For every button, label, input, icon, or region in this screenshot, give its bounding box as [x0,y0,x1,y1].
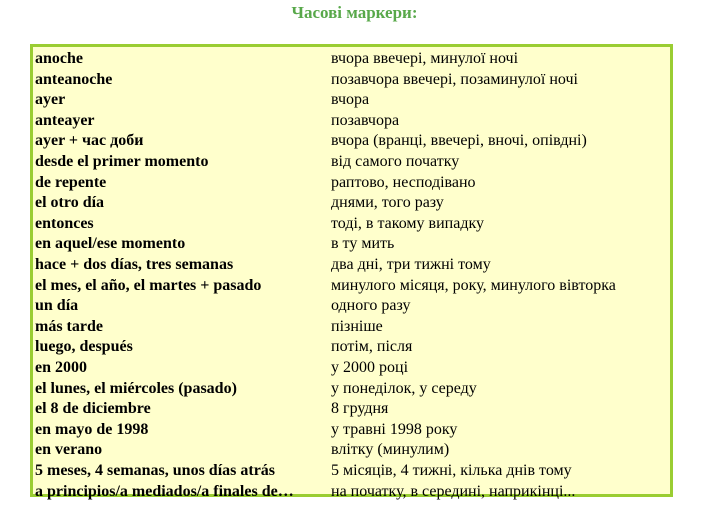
table-row [33,193,670,214]
table-row [33,461,670,482]
spanish-term: en 2000 [35,359,87,376]
spanish-term: desde el primer momento [35,153,209,170]
ukrainian-translation: позавчора ввечері, позаминулої ночі [331,70,578,88]
spanish-term: el mes, el año, el martes + pasado [35,276,262,294]
table-row [33,173,670,194]
table-row [33,49,670,70]
ukrainian-translation: у понеділок, у середу [331,379,477,397]
spanish-term: de repente [35,173,107,191]
ukrainian-translation: пізніше [331,317,383,335]
ukrainian-translation: на початку, в середині, наприкінці... [331,482,576,500]
spanish-term: más tarde [35,317,103,335]
ukrainian-translation: одного разу [331,297,411,315]
ukrainian-translation: два дні, три тижні тому [331,256,491,273]
table-row [33,482,670,503]
table-row [33,234,670,255]
table-row [33,358,670,379]
spanish-term: anoche [35,50,83,67]
ukrainian-translation: вчора [331,91,370,109]
ukrainian-translation: 5 місяців, 4 тижні, кілька днів тому [331,462,572,479]
table-row [33,317,670,338]
ukrainian-translation: від самого початку [331,153,460,170]
spanish-term: 5 meses, 4 semanas, unos días atrás [35,462,276,479]
spanish-term: anteanoche [35,70,113,88]
table-row [33,255,670,276]
table-row [33,214,670,235]
vocabulary-table [30,44,673,500]
ukrainian-translation: раптово, несподівано [331,173,476,191]
spanish-term: el lunes, el miércoles (pasado) [35,379,237,397]
ukrainian-translation: влітку (минулим) [331,441,450,459]
spanish-term: el 8 de diciembre [35,400,151,418]
ukrainian-translation: тоді, в такому випадку [331,214,484,232]
table-row [33,131,670,152]
table-row [33,440,670,461]
ukrainian-translation: в ту мить [331,235,395,253]
ukrainian-translation: вчора ввечері, минулої ночі [331,50,519,67]
table-row [33,90,670,111]
spanish-term: entonces [35,214,94,232]
table-row [33,337,670,358]
table-row [33,296,670,317]
page-title: Часові маркери: [291,3,418,22]
table-row [33,70,670,91]
ukrainian-translation: потім, після [331,338,413,356]
spanish-term: ayer [35,91,66,109]
ukrainian-translation: минулого місяця, року, минулого вівторка [331,276,616,294]
table-row [33,379,670,400]
spanish-term: el otro día [35,194,105,212]
table-row [33,420,670,441]
ukrainian-translation: у травні 1998 року [331,420,458,438]
ukrainian-translation: 8 грудня [331,400,389,418]
table-row [33,152,670,173]
spanish-term: en mayo de 1998 [35,420,149,438]
spanish-term: anteayer [35,111,95,129]
ukrainian-translation: вчора (вранці, ввечері, вночі, опівдні) [331,132,587,150]
table-row [33,276,670,297]
table-row [33,399,670,420]
table-row [33,111,670,132]
spanish-term: luego, después [35,338,133,356]
spanish-term: ayer + час доби [35,132,144,150]
spanish-term: un día [35,297,79,315]
spanish-term: en verano [35,441,103,459]
ukrainian-translation: днями, того разу [331,194,444,212]
ukrainian-translation: у 2000 році [331,359,409,376]
ukrainian-translation: позавчора [331,111,400,129]
spanish-term: hace + dos días, tres semanas [35,256,234,273]
spanish-term: en aquel/ese momento [35,235,186,253]
spanish-term: a principios/a mediados/a finales de… [35,482,294,500]
